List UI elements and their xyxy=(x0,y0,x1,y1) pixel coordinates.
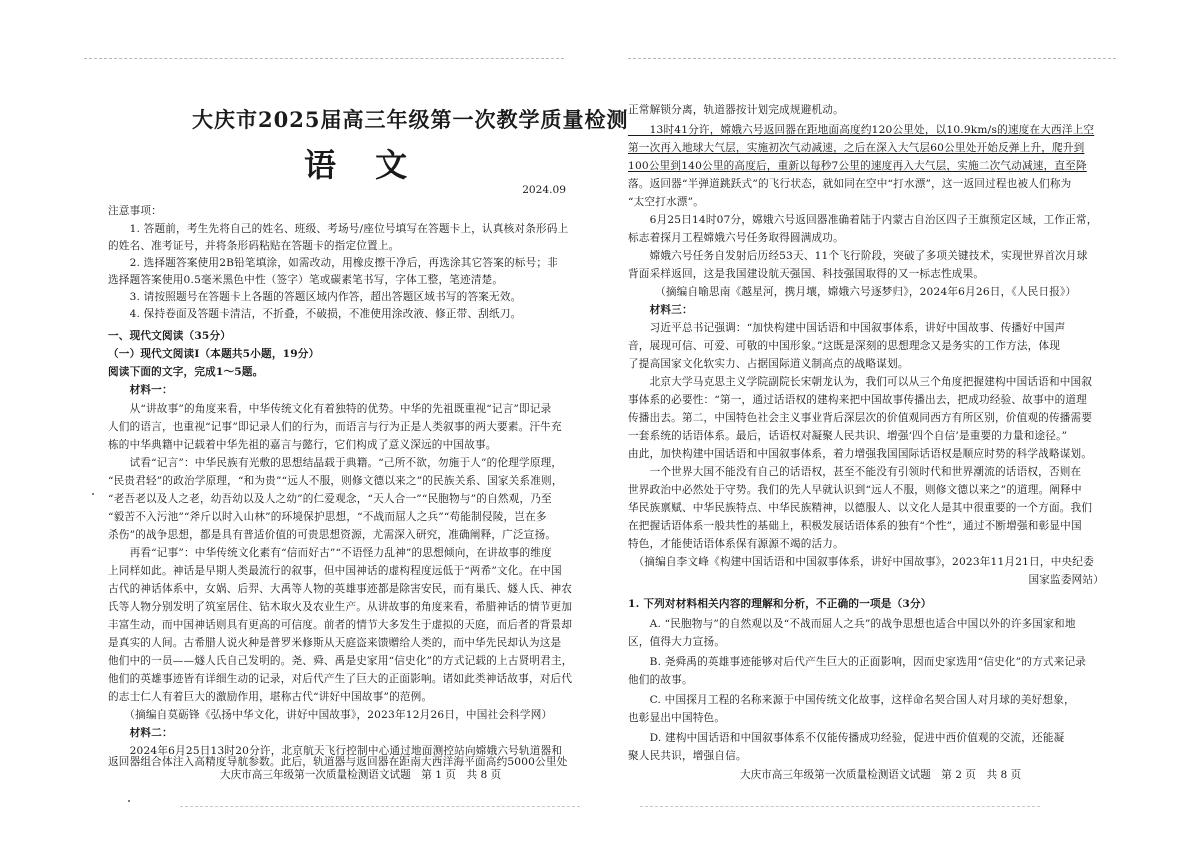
passage-line: 正常解锁分离，轨道器按计划完成规避机动。 xyxy=(628,104,844,116)
option-b: 他们的故事。 xyxy=(628,674,693,686)
passage-line: 从“讲故事”的角度来看，中华传统文化有着独特的优势。中华的先祖既重视“记言”即记录 xyxy=(108,403,552,415)
passage-line: 嫦娥六号任务自发射后历经53天、11个飞行阶段，突破了多项关键技术，实现世界首次月球 xyxy=(628,250,1088,262)
option-b: B. 尧舜禹的英雄事迹能够对后代产生巨大的正面影响，因而史家选用“信史化”的方式来记录 xyxy=(628,656,1087,668)
section-heading: 一、现代文阅读（35分） xyxy=(108,330,232,342)
passage-line: 习近平总书记强调：“加快构建中国话语和中国叙事体系，讲好中国故事、传播好中国声 xyxy=(628,322,1066,334)
page-footer: 大庆市高三年级第一次质量检测语文试题 第 1 页 共 8 页 xyxy=(220,769,502,781)
option-d: D. 建构中国话语和中国叙事体系不仅能传播成功经验，促进中西价值观的交流，还能凝 xyxy=(628,732,1065,744)
option-c: C. 中国探月工程的名称来源于中国传统文化故事，这样命名契合国人对月球的美好想象， xyxy=(628,694,1075,706)
passage-line: 一个世界大国不能没有自己的话语权，甚至不能没有引领时代和世界潮流的话语权，否则在 xyxy=(628,466,1082,478)
passage-line: 再看“记事”：中华传统文化素有“信而好古”“不语怪力乱神”的思想倾向，在讲故事的维度 xyxy=(108,547,552,559)
option-a: 区，值得大力宣扬。 xyxy=(628,636,726,648)
passage-line: “老吾老以及人之老，幼吾幼以及人之幼”的仁爱观念，“天人合一”“民胞物与”的自然观，乃至 xyxy=(108,493,552,505)
question-1-stem: 1. 下列对材料相关内容的理解和分析，不正确的一项是（3分） xyxy=(628,598,932,610)
passage-line: 背面采样返回，这是我国建设航天强国、科技强国取得的又一标志性成果。 xyxy=(628,268,985,280)
page-2 xyxy=(628,0,1104,850)
passage-line: 落。返回器“半弹道跳跃式”的飞行状态，就如同在空中“打水漂”，这一返回过程也被人们称为 xyxy=(628,178,1072,190)
underlined-passage-line: 13时41分许，嫦娥六号返回器在距地面高度约120公里处，以10.9km/s的速度在大西洋上空 xyxy=(628,124,1095,136)
passage-line: 由此，加快构建中国话语和中国叙事体系，着力增强我国国际话语权是顺应时势的科学战略谋划。 xyxy=(628,448,1093,460)
passage-line: 2024年6月25日13时20分许，北京航天飞行控制中心通过地面测控站向嫦娥六号轨道器和 xyxy=(108,745,563,757)
source-citation: （摘编自莫砺锋《弘扬中华文化，讲好中国故事》，2023年12月26日，中国社会科学网） xyxy=(108,709,553,721)
passage-line: 上同样如此。神话是早期人类最流行的叙事，但中国神话的虚构程度远低于“两希”文化。在中国 xyxy=(108,565,562,577)
passage-line: 氏等人物分别发明了筑室居住、钻木取火及农业生产。从讲故事的角度来看，希腊神话的情节更加 xyxy=(108,601,573,613)
source-citation: （摘编自李文峰《构建中国话语和中国叙事体系，讲好中国故事》，2023年11月21日，中央纪委 xyxy=(628,556,1094,568)
notice-line: 2. 选择题答案使用2B铅笔填涂，如需改动，用橡皮擦干净后，再选涂其它答案的标号；非 xyxy=(108,257,558,269)
passage-line: “毅苦不入污池”“斧斤以时入山林”的环境保护思想，“不战而屈人之兵”“苟能制侵陵，岂在多 xyxy=(108,511,547,523)
passage-line: 杀伤”的战争思想，都是具有普适价值的可贵思想资源，尤需深入研究，准确阐释，广泛宣扬。 xyxy=(108,529,557,541)
exam-date: 2024.09 xyxy=(522,184,566,196)
passage-line: 华民族禀赋、中华民族特点、中华民族精神，以德服人、以文化人是其中很重要的一个方面。我们 xyxy=(628,502,1093,514)
reading-instruction: 阅读下面的文字，完成1～5题。 xyxy=(108,366,264,378)
passage-line: 特色，才能使话语体系保有源源不竭的活力。 xyxy=(628,538,844,550)
passage-line: 世界政治中必然处于守势。我们的先人早就认识到“远人不服，则修文德以来之”的道理。阐释中 xyxy=(628,484,1082,496)
passage-line: 传播出去。第二，中国特色社会主义事业背后深层次的价值观同西方有所区别，价值观的传播需要 xyxy=(628,412,1093,424)
passage-line: 丰富生动，而中国神话则具有更高的可信度。前者的情节大多发生于虚拟的天庭，而后者的背景却 xyxy=(108,619,573,631)
passage-line: 试看“记言”：中华民族有光敷的思想结晶载于典籍。“己所不欲，勿施于人”的伦理学原理， xyxy=(108,457,563,469)
notice-line: 4. 保持卷面及答题卡清洁，不折叠，不破损，不准使用涂改液、修正带、刮纸刀。 xyxy=(108,308,522,320)
passage-line: 返回器组合体注入高精度导航参数。此后，轨道器与返回器在距南大西洋海平面高约5000公里处 xyxy=(108,756,568,768)
passage-line: 一套系统的话语体系。最后，话语权对凝聚人民共识、增强‘四个自信’是重要的力量和途径。” xyxy=(628,430,1068,442)
passage-line: 6月25日14时07分，嫦娥六号返回器准确着陆于内蒙古自治区四子王旗预定区域，工作正常， xyxy=(628,214,1098,226)
underlined-passage-line: 第一次再入地球大气层，实施初次气动减速，之后在深入大气层60公里处开始反弹上升，爬升到 xyxy=(628,142,1085,154)
passage-line: 人们的语言，也重视“记事”即记录人们的行为，而语言与行为正是人类叙事的两大要素。汗牛充 xyxy=(108,421,562,433)
passage-line: “民贵君轻”的政治学原理，“和为贵”“远人不服，则修文德以来之”的民族关系、国家关系准则， xyxy=(108,475,563,487)
subsection-heading: （一）现代文阅读Ⅰ（本题共5小题，19分） xyxy=(108,348,320,360)
passage-line: 是真实的人间。古希腊人说火种是普罗米修斯从天庭盗来馈赠给人类的，而中华先民却认为这是 xyxy=(108,637,562,649)
notice-line: 的姓名、准考证号，并将条形码粘贴在答题卡的指定位置上。 xyxy=(108,240,400,252)
passage-line: 北京大学马克思主义学院副院长宋朝龙认为，我们可以从三个角度把握建构中国话语和中国叙 xyxy=(628,376,1093,388)
passage-line: 的志士仁人有着巨大的激励作用，堪称古代“讲好中国故事”的范例。 xyxy=(108,691,433,703)
notice-line: 3. 请按照题号在答题卡上各题的答题区域内作答，超出答题区域书写的答案无效。 xyxy=(108,291,522,303)
material-label: 材料二： xyxy=(108,727,173,739)
subject-title: 语 文 xyxy=(304,146,422,184)
material-label: 材料三： xyxy=(628,304,693,316)
notice-line: 选择题答案使用0.5毫米黑色中性（签字）笔或碳素笔书写，字体工整，笔迹清楚。 xyxy=(108,274,504,286)
passage-line: 栋的中华典籍中记载着中华先祖的嘉言与懿行，它们构成了意义深远的中国故事。 xyxy=(108,439,497,451)
option-c: 也彰显出中国特色。 xyxy=(628,712,726,724)
scan-speck xyxy=(92,493,94,495)
underlined-passage-line: 100公里到140公里的高度后，重新以每秒7公里的速度再入大气层，实施二次气动减速，直至降 xyxy=(628,160,1087,172)
notice-line: 1. 答题前，考生先将自己的姓名、班级、考场号/座位号填写在答题卡上，认真核对条形码上 xyxy=(108,223,569,235)
passage-line: 古代的神话体系中，女娲、后羿、大禹等人物的英雄事迹都是除害安民，而有巢氏、燧人氏、神农 xyxy=(108,583,573,595)
passage-line: 他们的英雄事迹皆有详细生动的记录，对后代产生了巨大的正面影响。诸如此类神话故事，对后代 xyxy=(108,673,573,685)
option-d: 聚人民共识，增强自信。 xyxy=(628,750,747,762)
exam-title: 大庆市2025届高三年级第一次教学质量检测 xyxy=(192,107,629,132)
source-citation: （摘编自喻思南《越星河，携月壤，嫦娥六号逐梦归》，2024年6月26日，《人民日报》） xyxy=(628,286,1077,298)
option-a: A. “民胞物与”的自然观以及“不战而屈人之兵”的战争思想也适合中国以外的许多国家和地 xyxy=(628,618,1076,630)
passage-line: 他们中的一员——燧人氏自己发明的。尧、舜、禹是史家用“信史化”的方式记载的上古贤明君主， xyxy=(108,655,573,667)
notice-heading: 注意事项： xyxy=(108,205,162,217)
page-footer: 大庆市高三年级第一次质量检测语文试题 第 2 页 共 8 页 xyxy=(740,769,1022,781)
passage-line: 音，展现可信、可爱、可敬的中国形象。”这既是深刻的思想理念又是务实的工作方法，体现 xyxy=(628,340,1061,352)
passage-line: 标志着探月工程嫦娥六号任务取得圆满成功。 xyxy=(628,232,844,244)
page-1 xyxy=(108,0,629,850)
material-label: 材料一： xyxy=(108,384,173,396)
passage-line: 事体系的必要性：“第一，通过话语权的建构来把中国故事传播出去，把成功经验、故事中的道理 xyxy=(628,394,1087,406)
source-citation: 国家监委网站） xyxy=(1028,574,1104,586)
passage-line: 了提高国家文化软实力、占据国际道义制高点的战略谋划。 xyxy=(628,358,909,370)
passage-line: 在把握话语体系一般共性的基础上，积极发展话语体系的独有“个性”，通过不断增强和彰显中国 xyxy=(628,520,1082,532)
passage-line: “太空打水漂”。 xyxy=(628,196,704,208)
